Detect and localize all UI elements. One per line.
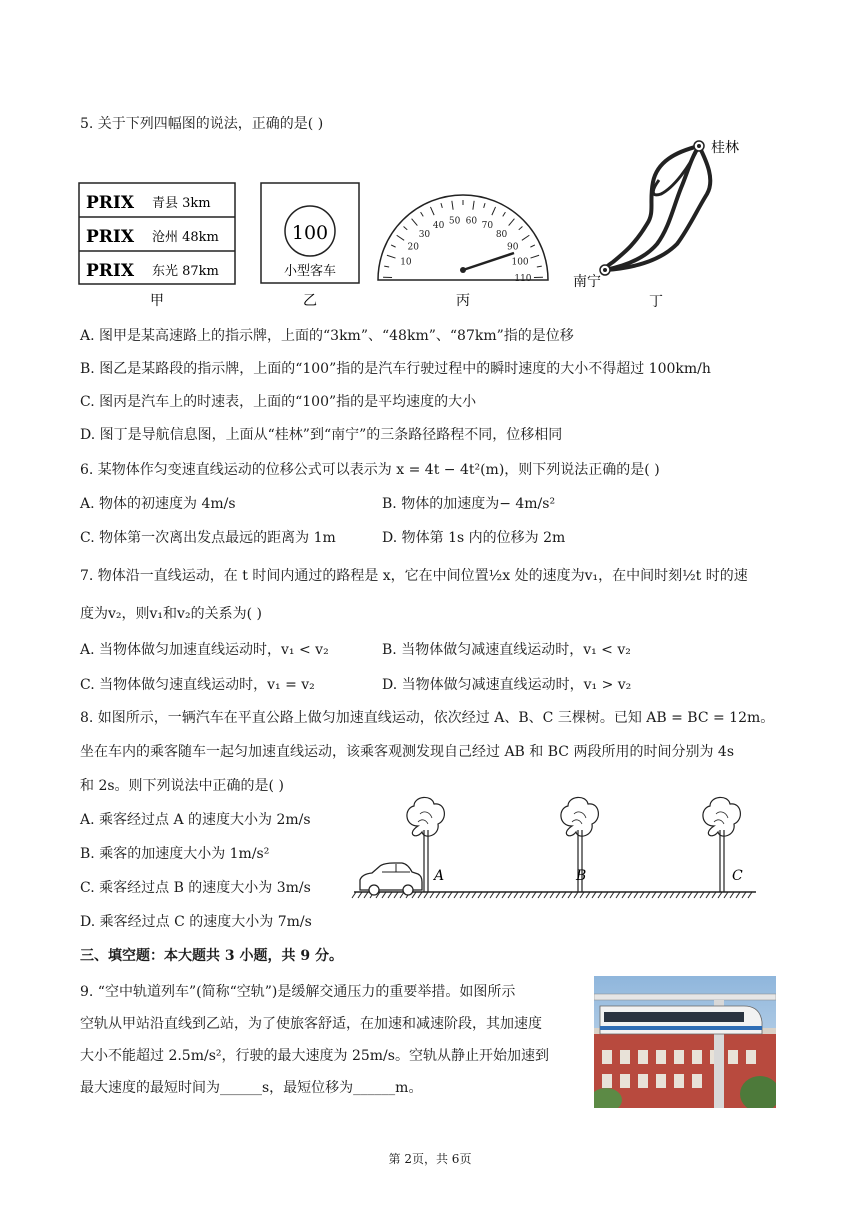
q9-line2: 空轨从甲站沿直线到乙站，为了使旅客舒适，在加速和减速阶段，其加速度 (80, 1016, 542, 1032)
gauge-label: 50 (448, 216, 461, 227)
sign-row-1: 青县 3km (152, 196, 211, 211)
vehicle-type-label: 小型客车 (283, 264, 337, 279)
section-3-heading: 三、填空题：本大题共 3 小题，共 9 分。 (80, 948, 343, 964)
gauge-label: 20 (407, 242, 419, 253)
q5-option-a: A. 图甲是某高速路上的指示牌，上面的“3km”、“48km”、“87km”指的是位移 (80, 328, 574, 344)
figure-road-trees (350, 796, 760, 906)
q6-stem: 6. 某物体作匀变速直线运动的位移公式可以表示为 x = 4t − 4t²(m)，则下列说法正确的是( ) (80, 462, 660, 478)
q9-line3: 大小不能超过 2.5m/s²，行驶的最大速度为 25m/s。空轨从静止开始加速到 (80, 1048, 549, 1064)
figure-ding (565, 132, 775, 310)
q5-option-c: C. 图丙是汽车上的时速表，上面的“100”指的是平均速度的大小 (80, 394, 477, 410)
figure-bing (374, 178, 552, 308)
tree-label-b: B (576, 868, 587, 884)
q9-line1: 9. “空中轨道列车”(简称“空轨”)是缓解交通压力的重要举措。如图所示 (80, 984, 516, 1000)
q7-option-d: D. 当物体做匀减速直线运动时，v₁ > v₂ (382, 677, 632, 693)
gauge-label: 80 (495, 230, 508, 241)
gauge-label: 60 (465, 216, 478, 227)
gauge-label: 70 (481, 221, 494, 232)
car-icon (360, 863, 422, 895)
sign-row-2: 沧州 48km (152, 230, 219, 245)
q5-option-b: B. 图乙是某路段的指示牌，上面的“100”指的是汽车行驶过程中的瞬时速度的大小不得超过 100km/h (80, 361, 711, 377)
city-nanning: 南宁 (573, 274, 601, 290)
tree-label-a: A (434, 868, 445, 884)
sign-row-3: 东光 87km (152, 264, 219, 279)
q6-option-d: D. 物体第 1s 内的位移为 2m (382, 530, 566, 546)
gauge-label: 90 (507, 242, 519, 253)
q8-stem-line3: 和 2s。则下列说法中正确的是( ) (80, 778, 284, 794)
caption-jia: 甲 (150, 293, 164, 307)
caption-bing: 丙 (456, 293, 470, 308)
q8-option-c: C. 乘客经过点 B 的速度大小为 3m/s (80, 880, 311, 896)
q5-stem: 5. 关于下列四幅图的说法，正确的是( ) (80, 116, 324, 132)
q5-option-d: D. 图丁是导航信息图，上面从“桂林”到“南宁”的三条路径路程不同，位移相同 (80, 427, 563, 443)
sign-prix-1: PRIX (86, 193, 135, 213)
tree-label-c: C (732, 868, 743, 884)
q8-stem-line2: 坐在车内的乘客随车一起匀加速直线运动，该乘客观测发现自己经过 AB 和 BC 两段所用的时间分别为 4s (80, 744, 734, 760)
q6-option-b: B. 物体的加速度为− 4m/s² (382, 496, 556, 512)
city-guilin: 桂林 (711, 140, 739, 156)
page-footer: 第 2页，共 6页 (388, 1152, 472, 1166)
sky-train-photo (594, 976, 776, 1108)
q8-option-a: A. 乘客经过点 A 的速度大小为 2m/s (80, 812, 311, 828)
caption-yi: 乙 (303, 293, 317, 307)
q8-stem-line1: 8. 如图所示，一辆汽车在平直公路上做匀加速直线运动，依次经过 A、B、C 三棵树。已知 AB = BC = 12m。 (80, 710, 775, 726)
q7-option-a: A. 当物体做匀加速直线运动时，v₁ < v₂ (80, 642, 329, 658)
q9-line4: 最大速度的最短时间为______s，最短位移为______m。 (80, 1080, 423, 1096)
q8-option-b: B. 乘客的加速度大小为 1m/s² (80, 846, 270, 862)
gauge-label: 100 (511, 257, 529, 268)
gauge-label: 110 (514, 273, 532, 284)
q6-option-a: A. 物体的初速度为 4m/s (80, 496, 236, 512)
gauge-label: 30 (418, 230, 431, 241)
gauge-label: 10 (400, 257, 412, 268)
sign-prix-2: PRIX (86, 227, 135, 247)
caption-ding: 丁 (649, 294, 663, 310)
sign-prix-3: PRIX (86, 261, 135, 281)
gauge-label: 40 (432, 221, 445, 232)
q8-option-d: D. 乘客经过点 C 的速度大小为 7m/s (80, 914, 312, 930)
q7-stem-line2: 度为v₂，则v₁和v₂的关系为( ) (80, 606, 262, 622)
speed-limit-number: 100 (291, 222, 329, 244)
q7-option-b: B. 当物体做匀减速直线运动时，v₁ < v₂ (382, 642, 631, 658)
q7-stem-line1: 7. 物体沿一直线运动，在 t 时间内通过的路程是 x，它在中间位置½x 处的速度为v₁，在中间时刻½t 时的速 (80, 568, 748, 584)
q7-option-c: C. 当物体做匀速直线运动时，v₁ = v₂ (80, 677, 315, 693)
q6-option-c: C. 物体第一次离出发点最远的距离为 1m (80, 530, 336, 546)
figure-yi (258, 180, 364, 307)
figure-jia (78, 182, 238, 307)
